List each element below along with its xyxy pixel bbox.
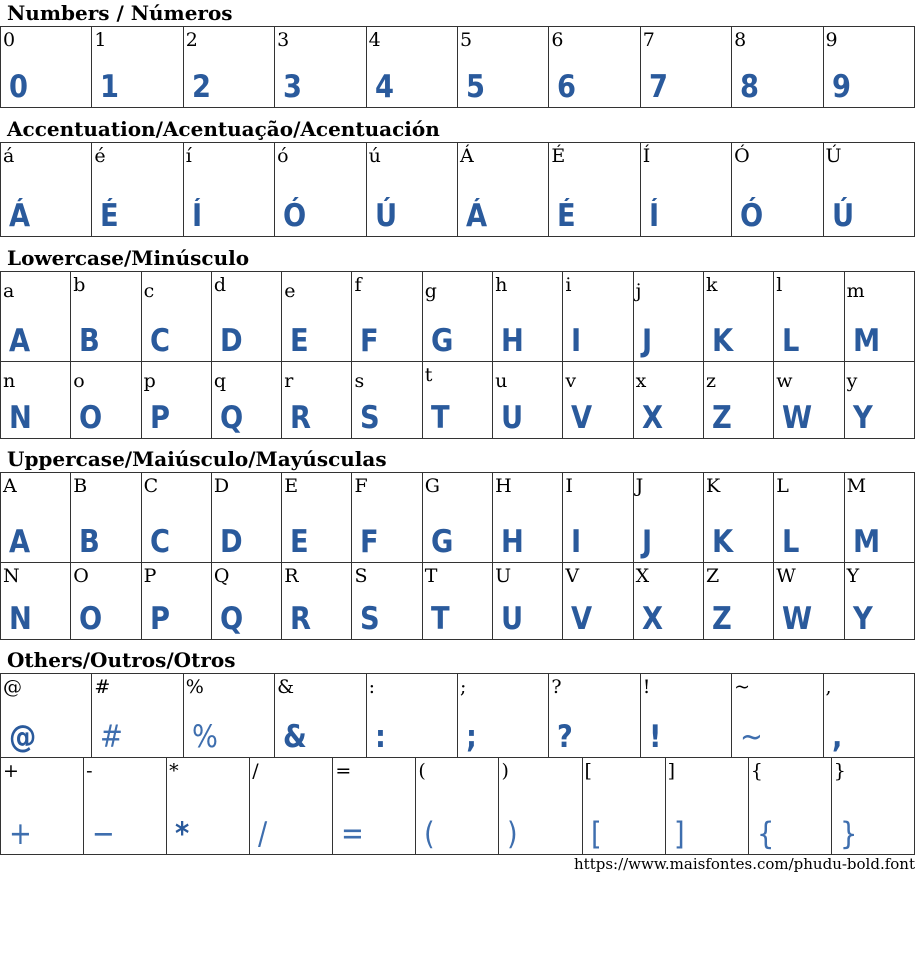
- glyph-row: [1, 473, 915, 563]
- glyph-cell: [71, 563, 141, 640]
- glyph-sample: }: [839, 816, 858, 852]
- glyph-cell: [211, 563, 281, 640]
- glyph-cell: [422, 362, 492, 439]
- glyph-sample: Á: [9, 198, 31, 234]
- character-label: 1: [94, 29, 107, 51]
- glyph-cell: [211, 473, 281, 563]
- glyph-sample: B: [79, 323, 101, 359]
- glyph-sample: J: [641, 524, 652, 560]
- glyph-cell: [774, 473, 844, 563]
- character-label: b: [73, 274, 86, 296]
- character-label: M: [846, 475, 867, 497]
- glyph-sample: ?: [557, 719, 574, 755]
- character-label: u: [495, 370, 508, 392]
- character-label: V: [565, 565, 580, 587]
- character-label: s: [354, 370, 365, 392]
- glyph-sample: S: [360, 400, 381, 436]
- character-label: Z: [705, 565, 720, 587]
- character-label: X: [635, 565, 650, 587]
- glyph-cell: [563, 362, 633, 439]
- glyph-row: [1, 272, 915, 362]
- character-label: x: [635, 370, 647, 392]
- glyph-sample: ;: [465, 719, 477, 755]
- glyph-cell: [275, 143, 366, 237]
- character-label: É: [551, 145, 566, 167]
- character-label: !: [642, 676, 651, 698]
- character-label: -: [86, 760, 93, 782]
- glyph-cell: [1, 272, 71, 362]
- glyph-cell: [633, 563, 703, 640]
- glyph-sample: Y: [852, 601, 873, 637]
- glyph-sample: T: [430, 400, 450, 436]
- glyph-cell: [1, 143, 92, 237]
- glyph-cell: [1, 758, 84, 855]
- glyph-cell: [748, 758, 831, 855]
- glyph-sample: F: [360, 524, 380, 560]
- glyph-cell: [844, 473, 914, 563]
- glyph-sample: G: [430, 323, 454, 359]
- others-title: Others/Outros/Otros: [7, 648, 236, 672]
- glyph-cell: [422, 272, 492, 362]
- character-label: }: [833, 760, 846, 782]
- glyph-sample: 1: [100, 69, 120, 105]
- character-label: y: [846, 370, 858, 392]
- glyph-sample: D: [219, 524, 243, 560]
- glyph-sample: L: [782, 524, 800, 560]
- glyph-cell: [563, 473, 633, 563]
- glyph-cell: [732, 674, 823, 758]
- glyph-sample: X: [641, 601, 663, 637]
- glyph-cell: [352, 272, 422, 362]
- glyph-sample: W: [782, 601, 813, 637]
- glyph-sample: Z: [711, 601, 732, 637]
- character-label: K: [705, 475, 721, 497]
- uppercase-grid: [0, 472, 915, 640]
- character-label: ,: [825, 676, 832, 698]
- glyph-cell: [92, 27, 183, 108]
- glyph-sample: É: [100, 198, 120, 234]
- glyph-sample: 7: [648, 69, 668, 105]
- character-label: C: [143, 475, 159, 497]
- glyph-sample: R: [290, 601, 312, 637]
- character-label: h: [495, 274, 508, 296]
- glyph-sample: E: [290, 524, 309, 560]
- glyph-cell: [275, 674, 366, 758]
- glyph-cell: [183, 27, 274, 108]
- glyph-cell: [141, 272, 211, 362]
- character-label: c: [143, 280, 155, 302]
- glyph-sample: {: [756, 816, 775, 852]
- glyph-cell: [633, 362, 703, 439]
- character-label: ?: [551, 676, 562, 698]
- glyph-cell: [640, 674, 731, 758]
- glyph-row: [1, 27, 915, 108]
- glyph-sample: 2: [191, 69, 211, 105]
- character-label: D: [213, 475, 230, 497]
- character-label: l: [776, 274, 783, 296]
- glyph-cell: [333, 758, 416, 855]
- character-label: =: [335, 760, 352, 782]
- glyph-sample: H: [501, 524, 524, 560]
- character-label: %: [185, 676, 204, 698]
- glyph-cell: [366, 143, 457, 237]
- character-label: a: [3, 280, 15, 302]
- glyph-cell: [633, 272, 703, 362]
- character-label: 0: [3, 29, 16, 51]
- glyph-sample: +: [9, 816, 32, 852]
- glyph-cell: [703, 563, 773, 640]
- character-label: Ú: [825, 145, 842, 167]
- glyph-sample: Ú: [374, 198, 397, 234]
- glyph-cell: [141, 473, 211, 563]
- character-label: i: [565, 274, 572, 296]
- glyph-cell: [167, 758, 250, 855]
- lowercase-title: Lowercase/Minúsculo: [7, 246, 250, 270]
- glyph-sample: I: [571, 524, 582, 560]
- glyph-sample: 4: [374, 69, 394, 105]
- accents-title: Accentuation/Acentuação/Acentuación: [7, 117, 440, 141]
- character-label: ~: [734, 676, 751, 698]
- character-label: :: [368, 676, 375, 698]
- glyph-cell: [703, 272, 773, 362]
- character-label: @: [3, 676, 22, 698]
- glyph-cell: [422, 473, 492, 563]
- glyph-sample: Ó: [283, 198, 307, 234]
- glyph-sample: ]: [673, 816, 685, 852]
- glyph-cell: [640, 27, 731, 108]
- glyph-cell: [352, 362, 422, 439]
- glyph-sample: /: [258, 816, 268, 852]
- character-label: m: [846, 280, 865, 302]
- character-label: é: [94, 145, 106, 167]
- character-label: ]: [667, 760, 676, 782]
- character-label: w: [776, 370, 793, 392]
- glyph-sample: Q: [219, 400, 244, 436]
- glyph-sample: V: [571, 400, 593, 436]
- glyph-cell: [844, 563, 914, 640]
- glyph-sample: 9: [831, 69, 851, 105]
- character-label: 5: [459, 29, 473, 51]
- glyph-sample: A: [9, 524, 31, 560]
- glyph-cell: [493, 272, 563, 362]
- character-label: ó: [277, 145, 289, 167]
- glyph-cell: [84, 758, 167, 855]
- character-label: z: [705, 370, 716, 392]
- glyph-sample: Q: [219, 601, 244, 637]
- glyph-sample: Y: [852, 400, 873, 436]
- glyph-sample: S: [360, 601, 381, 637]
- glyph-sample: ,: [831, 719, 842, 755]
- glyph-sample: U: [501, 601, 524, 637]
- glyph-sample: Á: [465, 198, 488, 234]
- glyph-sample: (: [424, 816, 436, 852]
- glyph-sample: U: [501, 400, 524, 436]
- glyph-cell: [92, 143, 183, 237]
- character-label: á: [3, 145, 15, 167]
- glyph-cell: [493, 473, 563, 563]
- glyph-cell: [282, 362, 352, 439]
- glyph-cell: [844, 272, 914, 362]
- character-label: H: [495, 475, 512, 497]
- glyph-cell: [774, 563, 844, 640]
- glyph-cell: [422, 563, 492, 640]
- glyph-sample: K: [711, 524, 734, 560]
- glyph-sample: Ú: [831, 198, 854, 234]
- character-label: 9: [825, 29, 838, 51]
- glyph-sample: @: [9, 719, 37, 755]
- glyph-sample: %: [191, 719, 218, 755]
- glyph-cell: [563, 563, 633, 640]
- glyph-sample: K: [711, 323, 734, 359]
- character-label: {: [750, 760, 763, 782]
- glyph-cell: [457, 674, 548, 758]
- glyph-cell: [774, 362, 844, 439]
- glyph-cell: [732, 27, 823, 108]
- glyph-row: [1, 758, 915, 855]
- character-label: J: [635, 475, 644, 497]
- glyph-cell: [640, 143, 731, 237]
- lowercase-grid: [0, 271, 915, 439]
- glyph-cell: [823, 674, 914, 758]
- glyph-sample: E: [290, 323, 309, 359]
- character-label: [: [584, 760, 592, 782]
- glyph-cell: [141, 362, 211, 439]
- character-label: S: [354, 565, 368, 587]
- glyph-sample: É: [557, 198, 576, 234]
- glyph-cell: [493, 563, 563, 640]
- glyph-sample: P: [149, 601, 170, 637]
- glyph-sample: C: [149, 524, 170, 560]
- glyph-sample: M: [852, 524, 880, 560]
- character-label: G: [424, 475, 440, 497]
- character-label: *: [169, 760, 179, 782]
- character-label: Ó: [734, 145, 750, 167]
- glyph-sample: 6: [557, 69, 577, 105]
- glyph-sample: Í: [191, 198, 202, 234]
- glyph-sample: O: [79, 601, 103, 637]
- glyph-cell: [457, 143, 548, 237]
- glyph-sample: O: [79, 400, 103, 436]
- glyph-cell: [499, 758, 582, 855]
- glyph-sample: 8: [740, 69, 760, 105]
- glyph-sample: −: [92, 816, 115, 852]
- character-label: í: [185, 145, 192, 167]
- glyph-cell: [1, 674, 92, 758]
- glyph-row: [1, 674, 915, 758]
- character-label: n: [3, 370, 16, 392]
- glyph-cell: [416, 758, 499, 855]
- glyph-cell: [563, 272, 633, 362]
- glyph-sample: Ó: [740, 198, 764, 234]
- glyph-cell: [549, 674, 640, 758]
- glyph-cell: [366, 27, 457, 108]
- glyph-sample: T: [430, 601, 450, 637]
- glyph-sample: M: [852, 323, 880, 359]
- glyph-sample: N: [9, 400, 32, 436]
- character-label: /: [252, 760, 259, 782]
- glyph-sample: G: [430, 524, 454, 560]
- glyph-cell: [71, 362, 141, 439]
- glyph-cell: [352, 473, 422, 563]
- character-label: E: [284, 475, 299, 497]
- numbers-grid: [0, 26, 915, 108]
- glyph-cell: [732, 143, 823, 237]
- glyph-cell: [582, 758, 665, 855]
- character-label: #: [94, 676, 111, 698]
- glyph-cell: [141, 563, 211, 640]
- glyph-cell: [703, 362, 773, 439]
- character-label: ;: [459, 676, 467, 698]
- character-label: q: [213, 370, 227, 392]
- glyph-sample: ): [507, 816, 519, 852]
- glyph-cell: [275, 27, 366, 108]
- glyph-cell: [183, 674, 274, 758]
- glyph-sample: B: [79, 524, 101, 560]
- uppercase-title: Uppercase/Maiúsculo/Mayúsculas: [7, 447, 387, 471]
- character-label: T: [424, 565, 438, 587]
- glyph-cell: [1, 362, 71, 439]
- character-label: A: [3, 475, 17, 497]
- glyph-sample: Z: [711, 400, 732, 436]
- glyph-sample: *: [175, 816, 190, 852]
- character-label: U: [495, 565, 512, 587]
- glyph-sample: J: [641, 323, 652, 359]
- character-label: k: [705, 274, 718, 296]
- glyph-cell: [211, 272, 281, 362]
- character-label: 4: [368, 29, 381, 51]
- character-label: 3: [277, 29, 290, 51]
- footer-link[interactable]: https://www.maisfontes.com/phudu-bold.font: [574, 855, 915, 873]
- glyph-cell: [665, 758, 748, 855]
- glyph-cell: [493, 362, 563, 439]
- glyph-sample: F: [360, 323, 380, 359]
- character-label: o: [73, 370, 85, 392]
- glyph-cell: [549, 143, 640, 237]
- glyph-sample: P: [149, 400, 170, 436]
- character-label: P: [143, 565, 157, 587]
- glyph-cell: [71, 272, 141, 362]
- glyph-cell: [549, 27, 640, 108]
- glyph-cell: [1, 473, 71, 563]
- character-label: 2: [185, 29, 198, 51]
- glyph-cell: [1, 27, 92, 108]
- glyph-cell: [71, 473, 141, 563]
- glyph-cell: [823, 27, 914, 108]
- glyph-cell: [1, 563, 71, 640]
- character-label: e: [284, 280, 296, 302]
- glyph-cell: [92, 674, 183, 758]
- glyph-sample: 5: [465, 69, 485, 105]
- glyph-sample: X: [641, 400, 663, 436]
- glyph-row: [1, 362, 915, 439]
- character-label: r: [284, 370, 294, 392]
- character-label: &: [277, 676, 295, 698]
- glyph-cell: [457, 27, 548, 108]
- glyph-sample: V: [571, 601, 593, 637]
- character-label: W: [776, 565, 796, 587]
- character-label: Á: [459, 145, 474, 167]
- glyph-cell: [282, 563, 352, 640]
- glyph-cell: [183, 143, 274, 237]
- character-label: f: [354, 274, 362, 296]
- glyph-sample: 3: [283, 69, 303, 105]
- character-label: g: [424, 280, 437, 302]
- glyph-sample: C: [149, 323, 170, 359]
- character-label: 8: [734, 29, 747, 51]
- glyph-sample: H: [501, 323, 524, 359]
- character-label: O: [73, 565, 89, 587]
- character-label: d: [213, 274, 227, 296]
- character-label: F: [354, 475, 368, 497]
- character-label: B: [73, 475, 88, 497]
- others-grid-row1: [0, 673, 915, 758]
- glyph-cell: [366, 674, 457, 758]
- character-label: N: [3, 565, 20, 587]
- character-label: j: [635, 280, 642, 302]
- glyph-cell: [282, 473, 352, 563]
- glyph-cell: [844, 362, 914, 439]
- accents-grid: [0, 142, 915, 237]
- glyph-cell: [211, 362, 281, 439]
- glyph-sample: R: [290, 400, 312, 436]
- character-label: p: [143, 370, 156, 392]
- glyph-sample: ~: [740, 719, 763, 755]
- character-label: I: [565, 475, 573, 497]
- glyph-sample: #: [100, 719, 124, 755]
- character-label: t: [424, 364, 433, 386]
- glyph-sample: L: [782, 323, 800, 359]
- character-label: 7: [642, 29, 655, 51]
- glyph-cell: [823, 143, 914, 237]
- glyph-sample: !: [648, 719, 662, 755]
- others-grid-row2: [0, 757, 915, 855]
- glyph-sample: N: [9, 601, 32, 637]
- glyph-sample: [: [590, 816, 602, 852]
- glyph-cell: [831, 758, 914, 855]
- glyph-sample: A: [9, 323, 31, 359]
- character-label: ): [501, 760, 509, 782]
- glyph-sample: &: [283, 719, 307, 755]
- glyph-cell: [633, 473, 703, 563]
- character-label: +: [3, 760, 19, 782]
- character-label: Y: [846, 565, 860, 587]
- character-label: (: [418, 760, 426, 782]
- glyph-sample: Í: [648, 198, 659, 234]
- character-label: Q: [213, 565, 230, 587]
- character-label: v: [565, 370, 577, 392]
- glyph-row: [1, 563, 915, 640]
- glyph-cell: [250, 758, 333, 855]
- glyph-sample: W: [782, 400, 813, 436]
- glyph-cell: [774, 272, 844, 362]
- glyph-row: [1, 143, 915, 237]
- glyph-sample: 0: [9, 69, 28, 105]
- character-label: R: [284, 565, 299, 587]
- glyph-cell: [282, 272, 352, 362]
- glyph-sample: D: [219, 323, 243, 359]
- glyph-sample: =: [341, 816, 365, 852]
- character-label: ú: [368, 145, 381, 167]
- glyph-sample: I: [571, 323, 582, 359]
- character-label: Í: [642, 145, 651, 167]
- numbers-title: Numbers / Números: [7, 1, 233, 25]
- glyph-cell: [352, 563, 422, 640]
- character-label: 6: [551, 29, 564, 51]
- glyph-cell: [703, 473, 773, 563]
- glyph-sample: :: [374, 719, 386, 755]
- character-label: L: [776, 475, 789, 497]
